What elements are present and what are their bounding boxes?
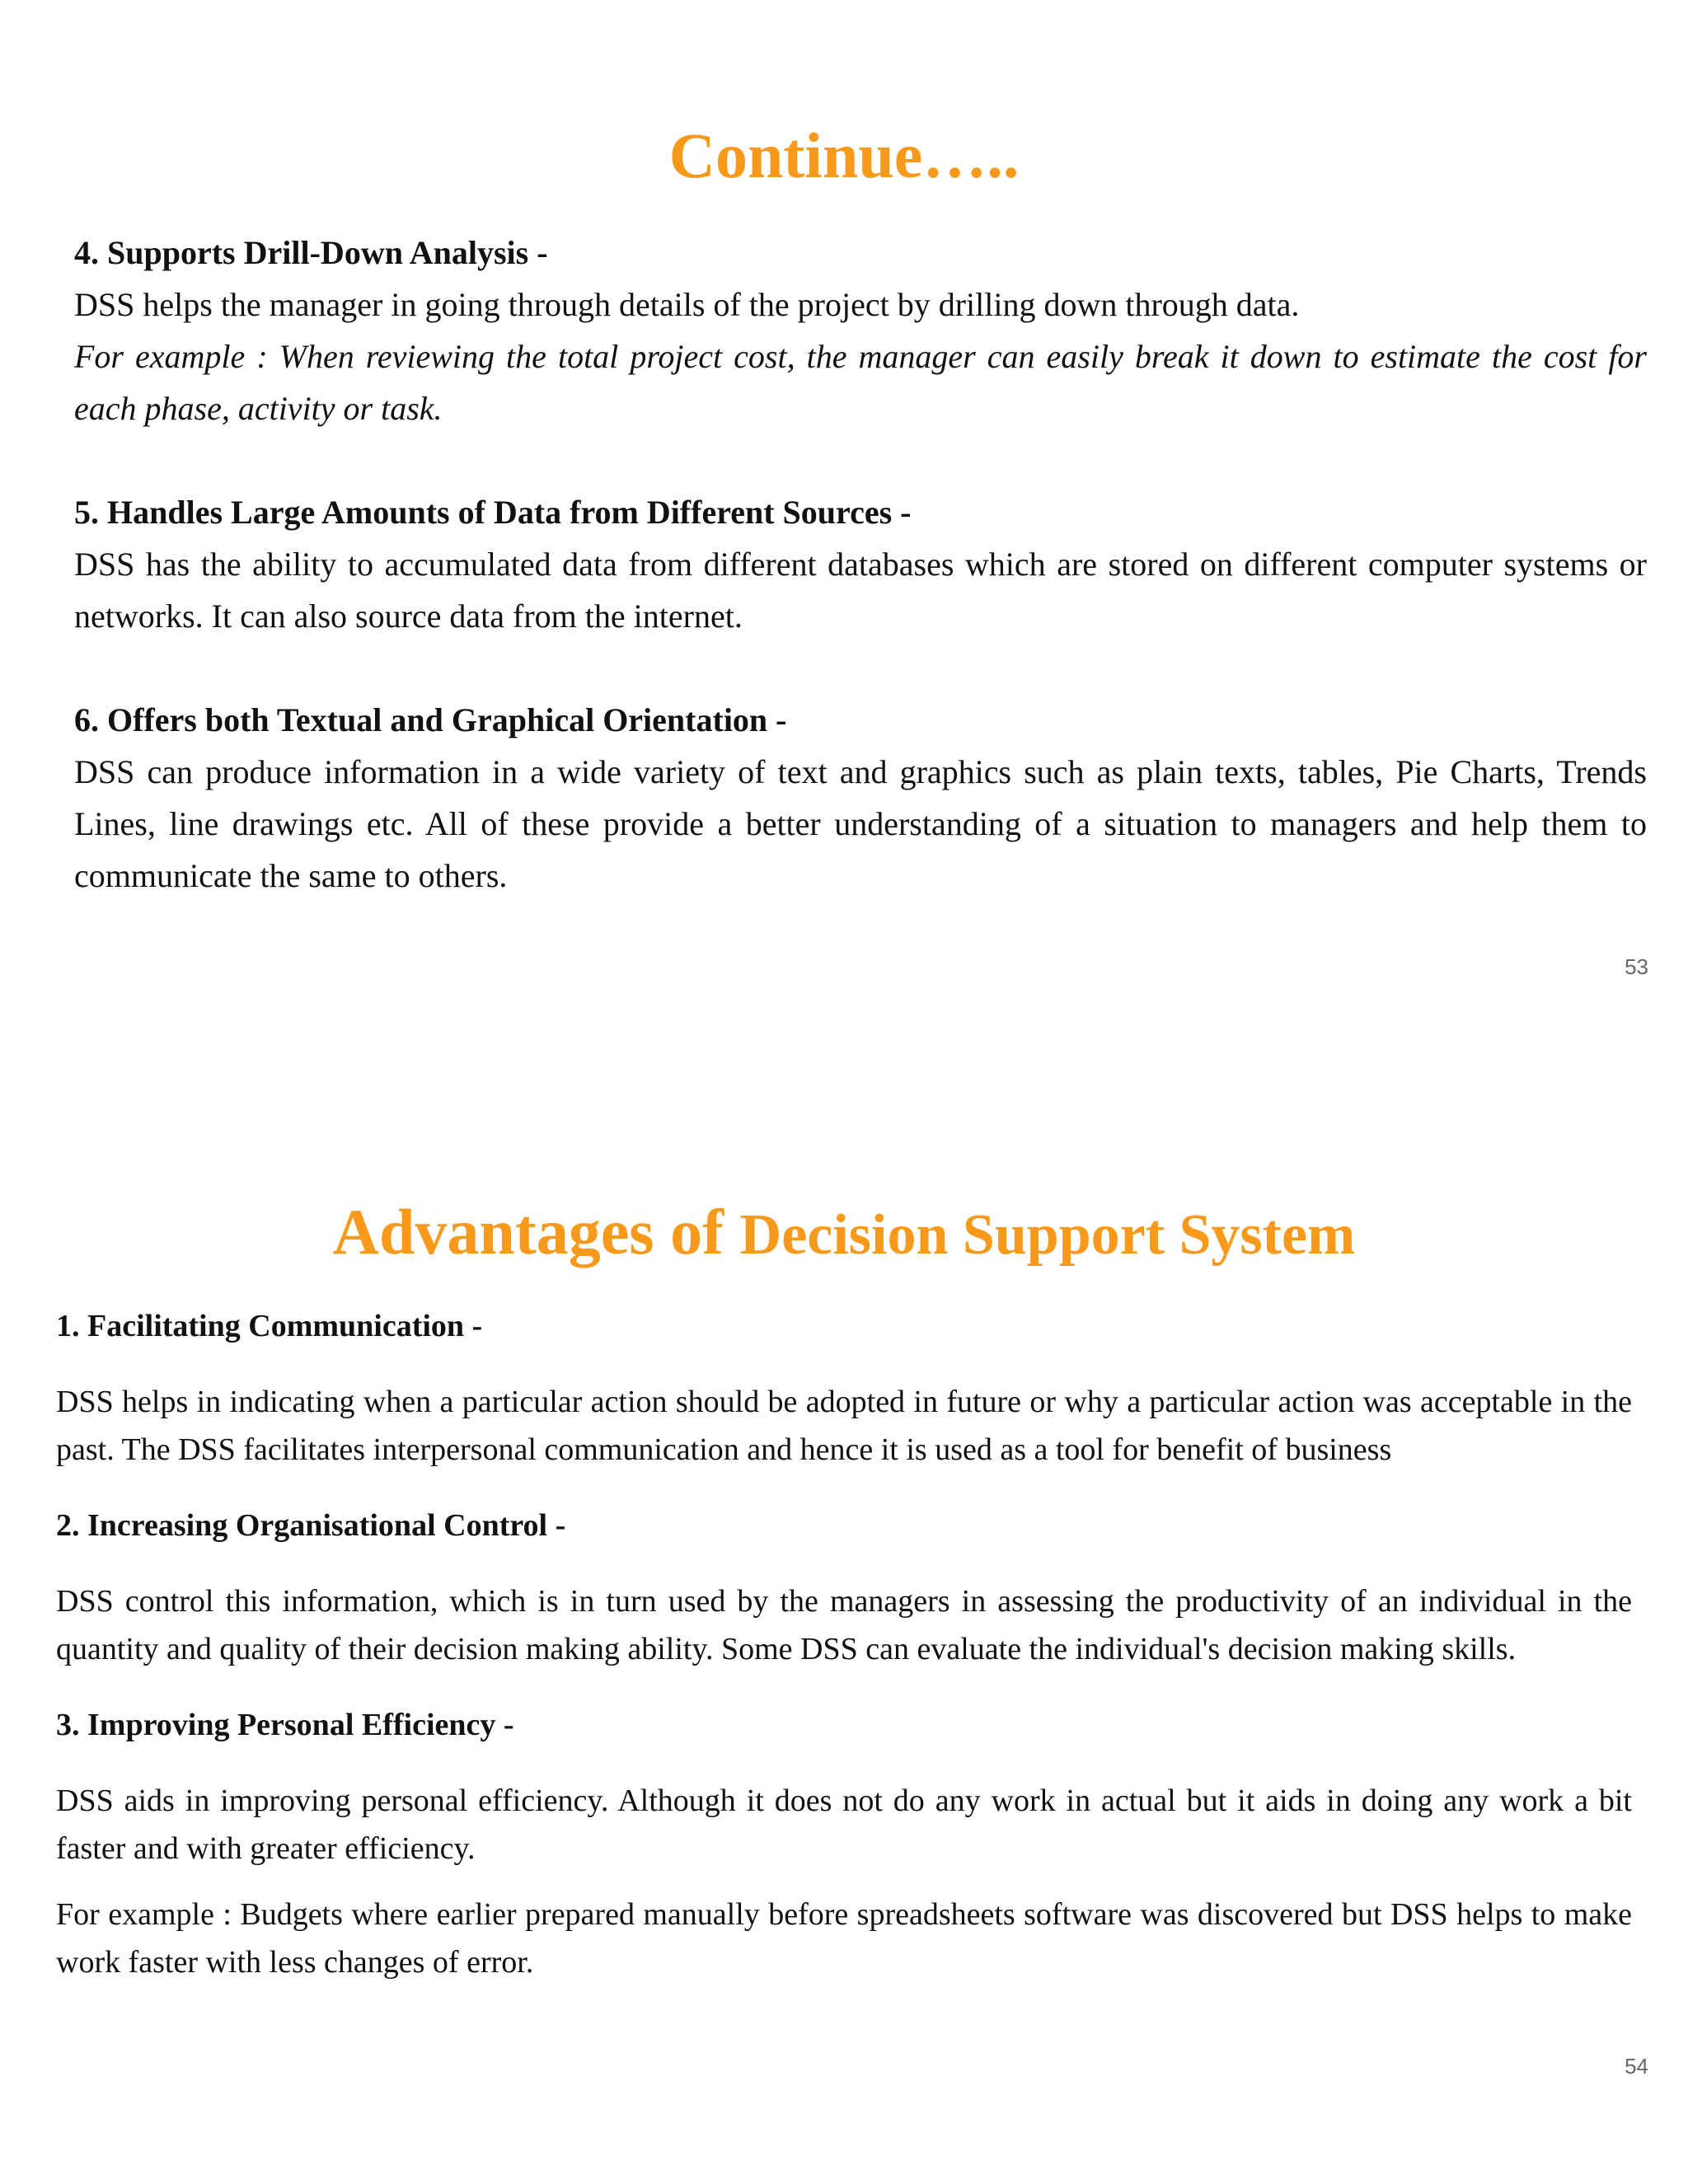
point-body: DSS can produce information in a wide variety of text and graphics such as plain texts, tables, Pie Charts, Trends Lines, line drawings etc. All of these provide a better understanding of a situation to managers and help them to communicate the same to others. [74, 753, 1647, 894]
page-number: 54 [1625, 2054, 1648, 2079]
point-body: DSS has the ability to accumulated data from different databases which are stored on different computer systems or networks. It can also source data from the internet. [74, 546, 1647, 635]
point-heading: 4. Supports Drill-Down Analysis - [74, 234, 548, 271]
point-drill-down-analysis [74, 227, 1647, 434]
point-example: For example : Budgets where earlier prepared manually before spreadsheets software was discovered but DSS helps to make work faster with less changes of error. [56, 1897, 1632, 1980]
point-body: DSS control this information, which is in turn used by the managers in assessing the productivity of an individual in the quantity and quality of their decision making ability. Some DSS can evaluate the individual's decision making skills. [56, 1584, 1632, 1666]
slide-54 [0, 1096, 1688, 2184]
slide-title-small: Decision Support System [739, 1203, 1356, 1267]
point-organisational-control [56, 1502, 1632, 1673]
point-large-data-sources [74, 486, 1647, 642]
point-textual-graphical-orientation [74, 694, 1647, 902]
point-personal-efficiency [56, 1701, 1632, 1986]
point-example: For example : When reviewing the total project cost, the manager can easily break it down to estimate the cost for each phase, activity or task. [74, 338, 1647, 427]
point-heading: 1. Facilitating Communication - [56, 1309, 483, 1343]
page-number: 53 [1625, 954, 1648, 979]
point-heading: 2. Increasing Organisational Control - [56, 1508, 566, 1543]
slide-title-large: Advantages of [332, 1196, 724, 1268]
point-heading: 6. Offers both Textual and Graphical Orientation - [74, 701, 787, 738]
slide-body [74, 227, 1647, 902]
slide-title: Continue….. [668, 120, 1020, 191]
slide-53 [0, 0, 1688, 1063]
point-heading: 5. Handles Large Amounts of Data from Different Sources - [74, 494, 912, 531]
slide-title [0, 1196, 1688, 1268]
point-heading: 3. Improving Personal Efficiency - [56, 1708, 514, 1742]
point-body: DSS helps the manager in going through details of the project by drilling down through data. [74, 286, 1300, 323]
slide-body [56, 1302, 1632, 1986]
point-body: DSS aids in improving personal efficiency. Although it does not do any work in actual but it aids in doing any work a bit faster and with greater efficiency. [56, 1783, 1632, 1866]
point-facilitating-communication [56, 1302, 1632, 1474]
point-body: DSS helps in indicating when a particular action should be adopted in future or why a particular action was acceptable in the past. The DSS facilitates interpersonal communication and hence it is used as a tool for benefit of business [56, 1385, 1632, 1467]
